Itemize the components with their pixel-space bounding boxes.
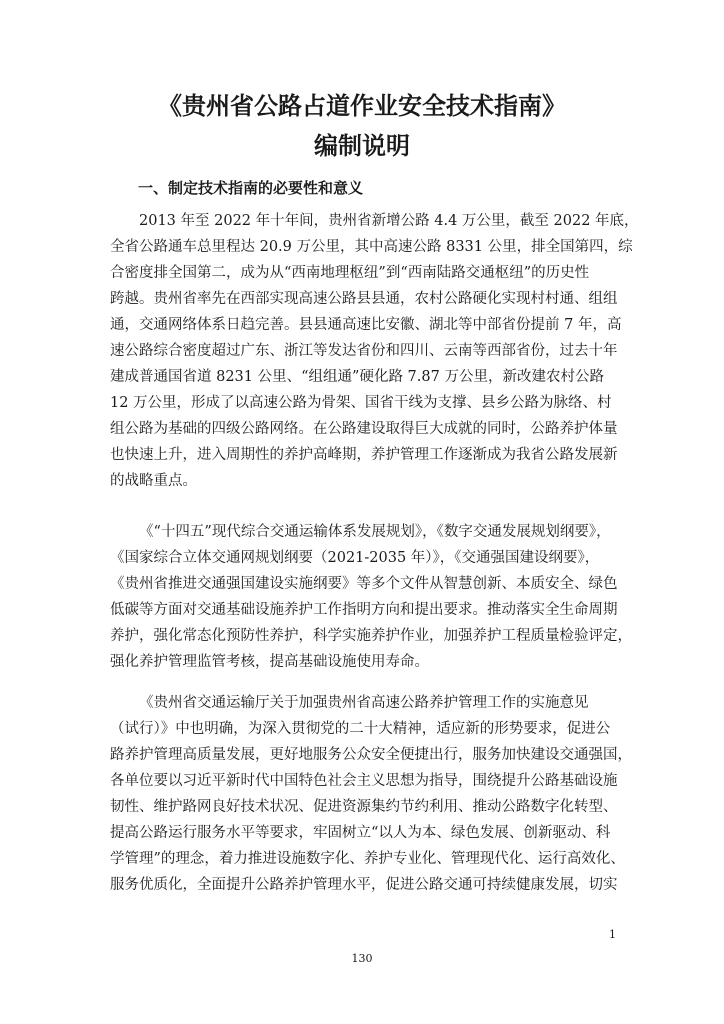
paragraph-line: 建成普通国省道 8231 公里、“组组通”硬化路 7.87 万公里，新改建农村公路	[110, 369, 604, 385]
section-heading: 一、制定技术指南的必要性和意义	[138, 179, 364, 197]
paragraph-line: 强化养护管理监管考核，提高基础设施使用寿命。	[110, 654, 429, 670]
paragraph-line: 学管理”的理念，着力推进设施数字化、养护专业化、管理现代化、运行高效化、	[110, 851, 625, 867]
page-number: 1	[609, 928, 616, 941]
paragraph-line: 养护，强化常态化预防性养护，科学实施养护作业，加强养护工程质量检验评定，	[110, 628, 632, 644]
paragraph-line: 的战略重点。	[110, 473, 197, 489]
paragraph-line: 12 万公里，形成了以高速公路为骨架、国省干线为支撑、县乡公路为脉络、村	[110, 395, 612, 411]
paragraph-line: （试行）》中也明确，为深入贯彻党的二十大精神，适应新的形势要求，促进公	[110, 721, 611, 737]
paragraph-2	[110, 519, 632, 675]
paragraph-1	[110, 208, 639, 494]
paragraph-line: 低碳等方面对交通基础设施养护工作指明方向和提出要求。推动落实全生命周期	[110, 602, 618, 618]
paragraph-line: 路养护管理高质量发展，更好地服务公众安全便捷出行，服务加快建设交通强国，	[110, 747, 632, 763]
paragraph-line: 《国家综合立体交通网规划纲要（2021-2035 年）》，《交通强国建设纲要》，	[110, 550, 600, 566]
paragraph-line: 组公路为基础的四级公路网络。在公路建设取得巨大成就的同时，公路养护体量	[110, 421, 618, 437]
paragraph-line: 《“十四五”现代综合交通运输体系发展规划》，《数字交通发展规划纲要》，	[139, 524, 611, 540]
paragraph-line: 《贵州省交通运输厅关于加强贵州省高速公路养护管理工作的实施意见	[139, 695, 589, 711]
document-subtitle: 编制说明	[314, 131, 410, 160]
paragraph-line: 跨越。贵州省率先在西部实现高速公路县县通，农村公路硬化实现村村通、组组	[110, 291, 618, 307]
paragraph-3	[110, 690, 632, 898]
paragraph-line: 服务优质化，全面提升公路养护管理水平，促进公路交通可持续健康发展，切实	[110, 877, 618, 893]
paragraph-line: 通，交通网络体系日趋完善。县县通高速比安徽、湖北等中部省份提前 7 年，高	[110, 317, 622, 333]
paragraph-line: 也快速上升，进入周期性的养护高峰期，养护管理工作逐渐成为我省公路发展新	[110, 447, 618, 463]
paragraph-line: 全省公路通车总里程达 20.9 万公里，其中高速公路 8331 公里，排全国第四，综	[110, 239, 633, 255]
paragraph-line: 提高公路运行服务水平等要求，牢固树立“以人为本、绿色发展、创新驱动、科	[110, 825, 611, 841]
paragraph-line: 速公路综合密度超过广东、浙江等发达省份和四川、云南等西部省份，过去十年	[110, 343, 618, 359]
paragraph-line: 2013 年至 2022 年十年间，贵州省新增公路 4.4 万公里，截至 2022 年底，	[139, 213, 639, 229]
document-title: 《贵州省公路占道作业安全技术指南》	[158, 91, 566, 120]
paragraph-line: 韧性、维护路网良好技术状况、促进资源集约节约利用、推动公路数字化转型、	[110, 799, 618, 815]
paragraph-line: 《贵州省推进交通强国建设实施纲要》等多个文件从智慧创新、本质安全、绿色	[110, 576, 618, 592]
document-page-number: 130	[351, 952, 373, 965]
paragraph-line: 各单位要以习近平新时代中国特色社会主义思想为指导，围绕提升公路基础设施	[110, 773, 618, 789]
paragraph-line: 合密度排全国第二，成为从“西南地理枢纽”到“西南陆路交通枢纽”的历史性	[110, 265, 590, 281]
